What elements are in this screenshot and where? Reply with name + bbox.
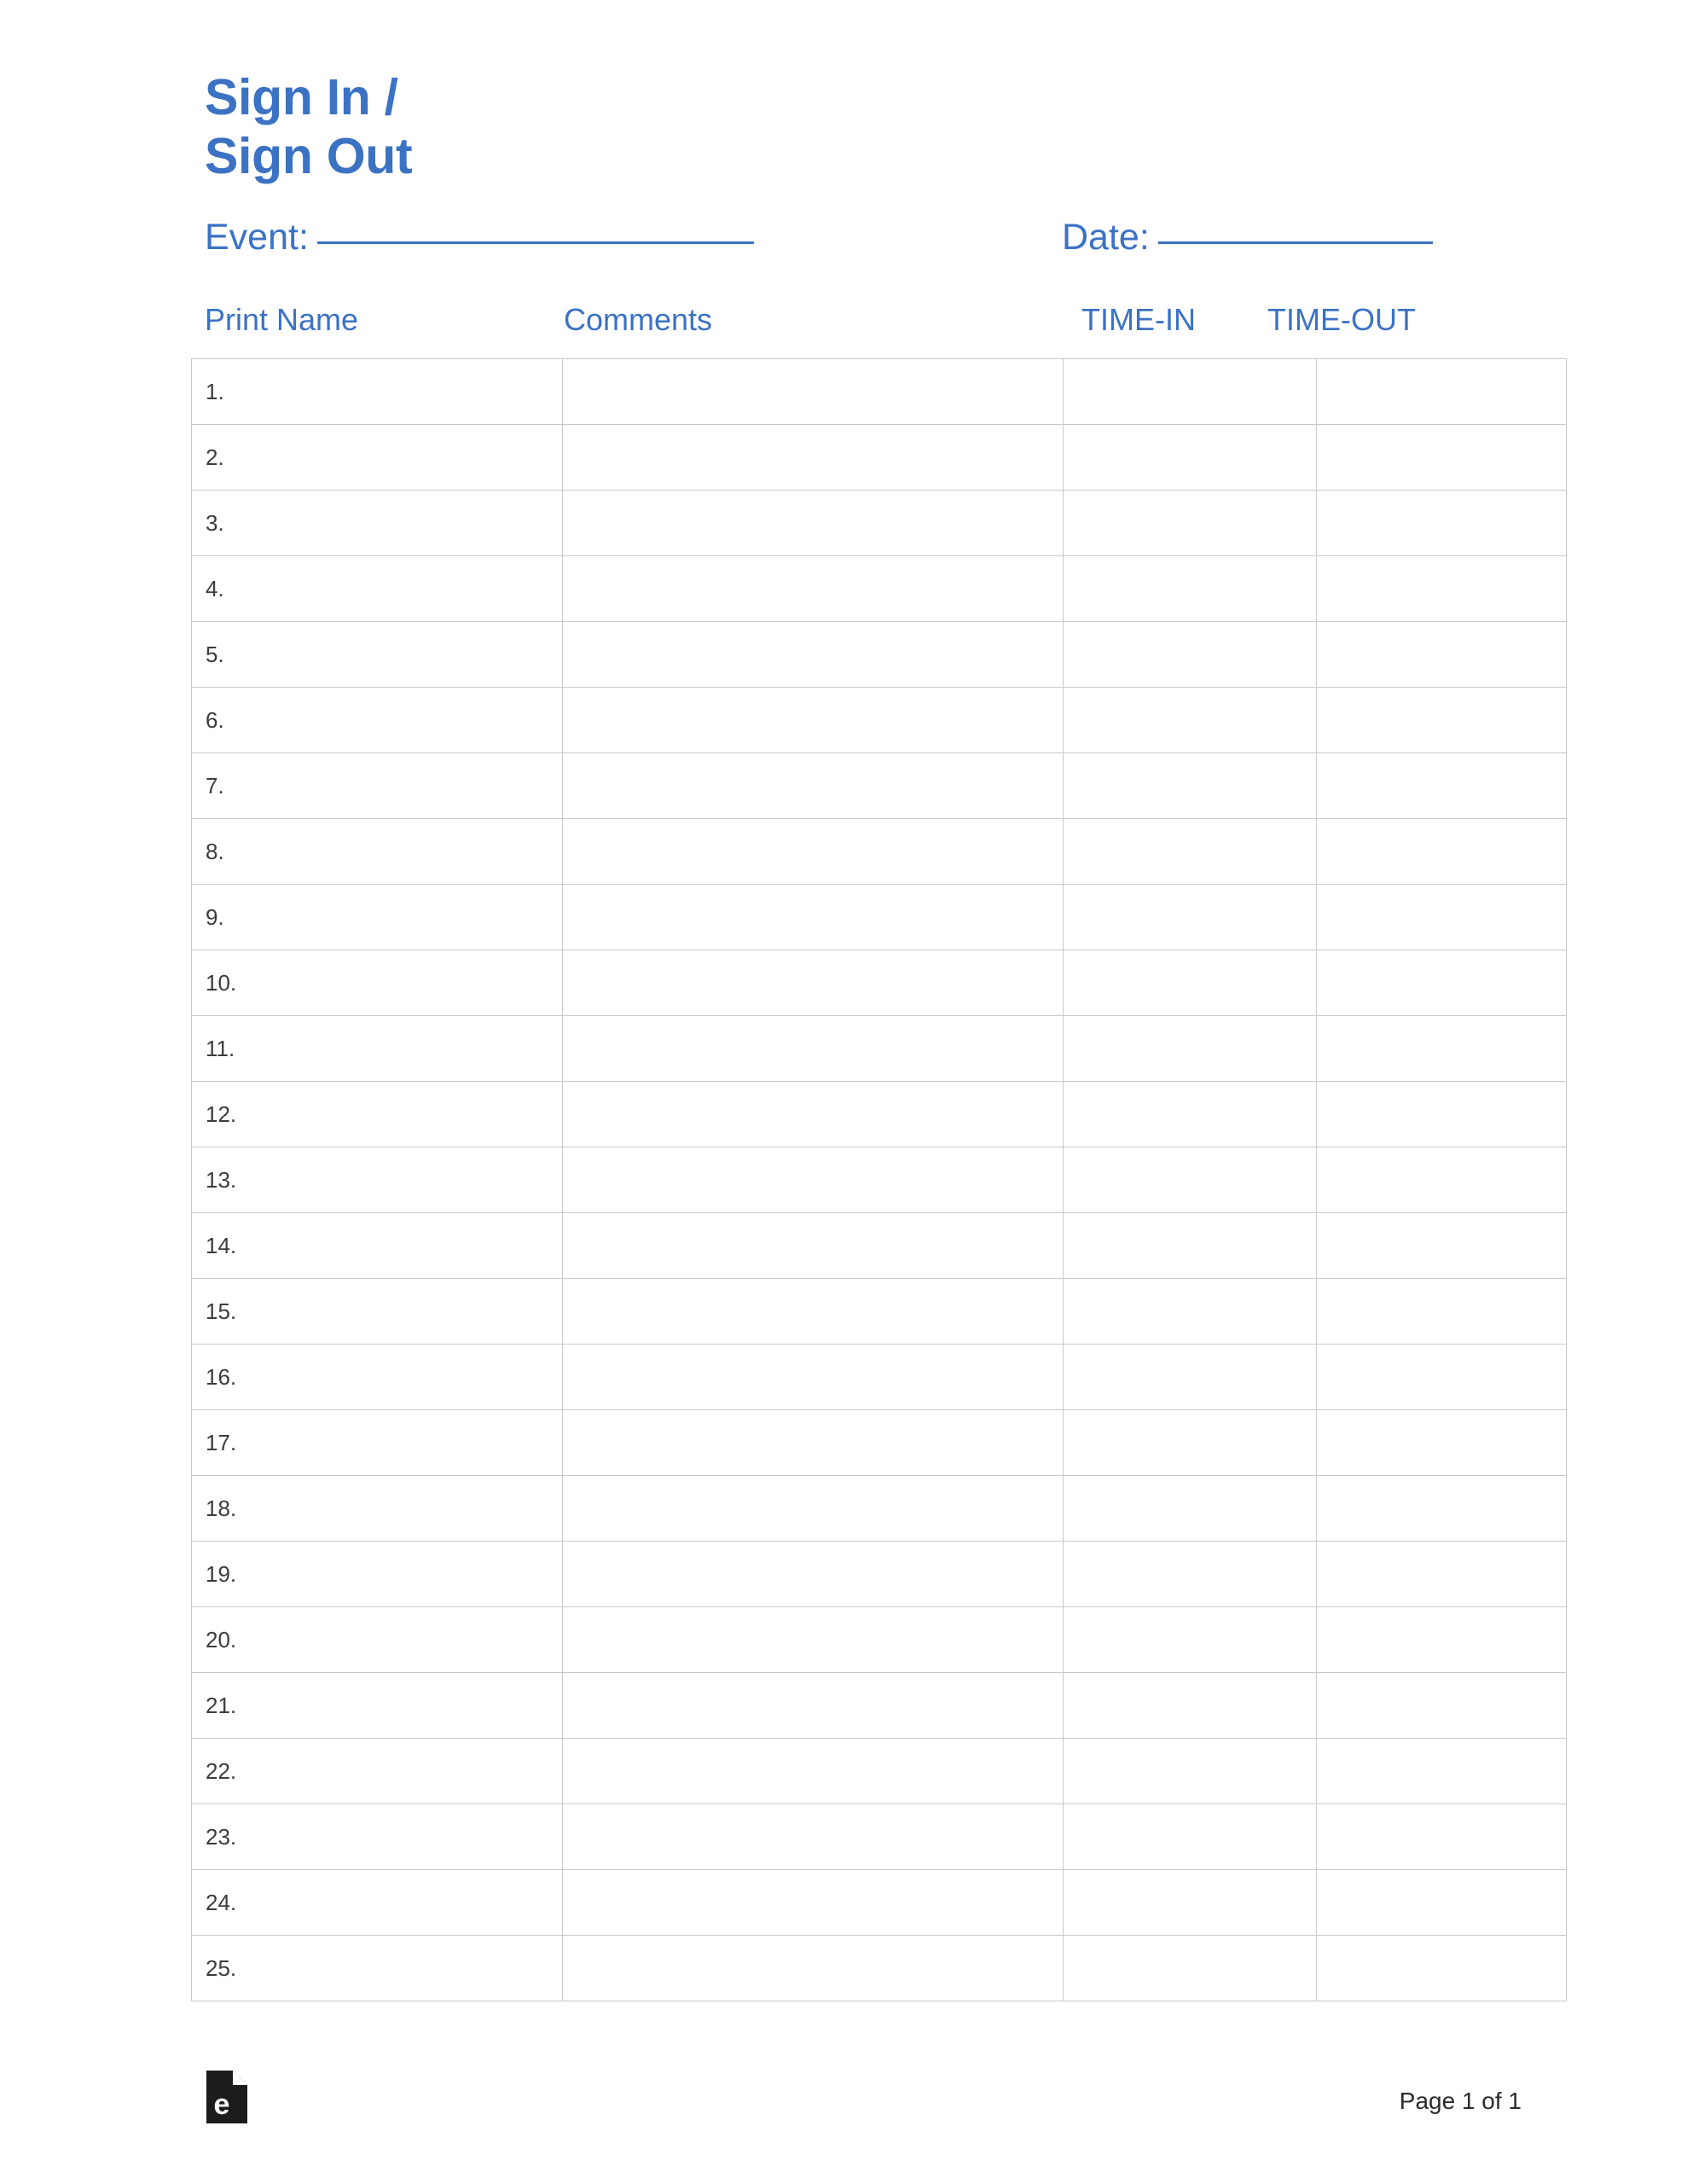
cell-comments[interactable] <box>563 1082 1064 1147</box>
page-title-line-1: Sign In / <box>205 69 398 125</box>
cell-comments[interactable] <box>563 1345 1064 1410</box>
cell-print-name[interactable]: 16. <box>192 1345 563 1410</box>
cell-comments[interactable] <box>563 1804 1064 1870</box>
event-field[interactable] <box>205 217 754 258</box>
table-column-headers <box>191 302 1522 355</box>
cell-time-in[interactable] <box>1064 1345 1317 1410</box>
date-field[interactable] <box>1062 217 1433 258</box>
event-label: Event: <box>205 217 309 258</box>
table-row <box>192 1476 1567 1542</box>
cell-time-out[interactable] <box>1317 1870 1567 1936</box>
cell-comments[interactable] <box>563 1213 1064 1279</box>
cell-print-name[interactable]: 22. <box>192 1739 563 1804</box>
cell-time-out[interactable] <box>1317 491 1567 556</box>
cell-comments[interactable] <box>563 753 1064 819</box>
cell-time-in[interactable] <box>1064 425 1317 491</box>
cell-time-in[interactable] <box>1064 1870 1317 1936</box>
cell-comments[interactable] <box>563 819 1064 885</box>
table-row <box>192 1147 1567 1213</box>
cell-print-name[interactable]: 17. <box>192 1410 563 1476</box>
cell-time-in[interactable] <box>1064 1936 1317 2001</box>
cell-print-name[interactable]: 1. <box>192 359 563 425</box>
table-row <box>192 1082 1567 1147</box>
cell-time-out[interactable] <box>1317 1410 1567 1476</box>
column-header-comments: Comments <box>564 302 713 338</box>
event-input-line[interactable] <box>317 241 754 244</box>
cell-time-out[interactable] <box>1317 1147 1567 1213</box>
cell-comments[interactable] <box>563 1147 1064 1213</box>
cell-time-in[interactable] <box>1064 1082 1317 1147</box>
cell-time-in[interactable] <box>1064 1213 1317 1279</box>
date-label: Date: <box>1062 217 1150 258</box>
cell-print-name[interactable]: 19. <box>192 1542 563 1607</box>
sign-in-sign-out-table <box>191 358 1567 2001</box>
cell-comments[interactable] <box>563 1279 1064 1345</box>
cell-time-out[interactable] <box>1317 556 1567 622</box>
cell-time-out[interactable] <box>1317 1739 1567 1804</box>
cell-comments[interactable] <box>563 1673 1064 1739</box>
cell-print-name[interactable]: 4. <box>192 556 563 622</box>
page-title <box>205 51 1522 186</box>
table-row <box>192 1804 1567 1870</box>
column-header-time-out: TIME-OUT <box>1267 302 1416 338</box>
table-row <box>192 688 1567 753</box>
cell-print-name[interactable]: 11. <box>192 1016 563 1082</box>
cell-time-out[interactable] <box>1317 753 1567 819</box>
cell-time-in[interactable] <box>1064 1016 1317 1082</box>
table-row <box>192 1410 1567 1476</box>
cell-comments[interactable] <box>563 688 1064 753</box>
cell-comments[interactable] <box>563 491 1064 556</box>
cell-time-in[interactable] <box>1064 1147 1317 1213</box>
cell-comments[interactable] <box>563 885 1064 950</box>
cell-time-in[interactable] <box>1064 1739 1317 1804</box>
table-row <box>192 819 1567 885</box>
cell-comments[interactable] <box>563 425 1064 491</box>
cell-print-name[interactable]: 6. <box>192 688 563 753</box>
table-row <box>192 1607 1567 1673</box>
cell-print-name[interactable]: 9. <box>192 885 563 950</box>
cell-time-out[interactable] <box>1317 1476 1567 1542</box>
table-row <box>192 885 1567 950</box>
cell-time-in[interactable] <box>1064 359 1317 425</box>
cell-time-in[interactable] <box>1064 688 1317 753</box>
cell-time-out[interactable] <box>1317 885 1567 950</box>
cell-comments[interactable] <box>563 1016 1064 1082</box>
cell-time-out[interactable] <box>1317 425 1567 491</box>
cell-time-in[interactable] <box>1064 1410 1317 1476</box>
cell-comments[interactable] <box>563 1410 1064 1476</box>
cell-print-name[interactable]: 13. <box>192 1147 563 1213</box>
cell-time-in[interactable] <box>1064 556 1317 622</box>
cell-print-name[interactable]: 23. <box>192 1804 563 1870</box>
table-row <box>192 622 1567 688</box>
cell-time-out[interactable] <box>1317 1936 1567 2001</box>
table-row <box>192 753 1567 819</box>
cell-time-in[interactable] <box>1064 1279 1317 1345</box>
cell-print-name[interactable]: 14. <box>192 1213 563 1279</box>
cell-time-out[interactable] <box>1317 1804 1567 1870</box>
cell-print-name[interactable]: 18. <box>192 1476 563 1542</box>
cell-time-out[interactable] <box>1317 1213 1567 1279</box>
cell-time-out[interactable] <box>1317 1542 1567 1607</box>
table-row <box>192 491 1567 556</box>
table-row <box>192 556 1567 622</box>
table-row <box>192 1213 1567 1279</box>
cell-print-name[interactable]: 3. <box>192 491 563 556</box>
table-row <box>192 1016 1567 1082</box>
cell-time-in[interactable] <box>1064 1607 1317 1673</box>
table-body <box>192 359 1567 2001</box>
cell-comments[interactable] <box>563 556 1064 622</box>
cell-print-name[interactable]: 7. <box>192 753 563 819</box>
cell-print-name[interactable]: 15. <box>192 1279 563 1345</box>
cell-time-in[interactable] <box>1064 622 1317 688</box>
table-row <box>192 1542 1567 1607</box>
table-row <box>192 950 1567 1016</box>
column-header-print-name: Print Name <box>205 302 359 338</box>
cell-print-name[interactable]: 21. <box>192 1673 563 1739</box>
cell-time-out[interactable] <box>1317 1279 1567 1345</box>
table-row <box>192 1870 1567 1936</box>
eforms-logo-icon <box>205 2069 249 2125</box>
form-meta-row <box>205 217 1522 276</box>
table-row <box>192 1345 1567 1410</box>
cell-comments[interactable] <box>563 1607 1064 1673</box>
cell-comments[interactable] <box>563 1542 1064 1607</box>
cell-time-out[interactable] <box>1317 950 1567 1016</box>
cell-time-in[interactable] <box>1064 885 1317 950</box>
cell-time-out[interactable] <box>1317 819 1567 885</box>
cell-comments[interactable] <box>563 1739 1064 1804</box>
cell-time-in[interactable] <box>1064 1804 1317 1870</box>
page-number: Page 1 of 1 <box>1399 2088 1522 2114</box>
cell-print-name[interactable]: 10. <box>192 950 563 1016</box>
table-row <box>192 1739 1567 1804</box>
cell-comments[interactable] <box>563 622 1064 688</box>
page-footer <box>191 2069 1522 2146</box>
table-row <box>192 1673 1567 1739</box>
document-content <box>191 51 1522 2001</box>
cell-time-out[interactable] <box>1317 359 1567 425</box>
cell-time-out[interactable] <box>1317 1016 1567 1082</box>
cell-time-in[interactable] <box>1064 950 1317 1016</box>
table-row <box>192 425 1567 491</box>
cell-time-in[interactable] <box>1064 1476 1317 1542</box>
cell-time-out[interactable] <box>1317 622 1567 688</box>
cell-print-name[interactable]: 2. <box>192 425 563 491</box>
cell-comments[interactable] <box>563 1870 1064 1936</box>
cell-comments[interactable] <box>563 1476 1064 1542</box>
cell-time-out[interactable] <box>1317 1082 1567 1147</box>
column-header-time-in: TIME-IN <box>1081 302 1196 338</box>
cell-print-name[interactable]: 5. <box>192 622 563 688</box>
cell-comments[interactable] <box>563 359 1064 425</box>
cell-print-name[interactable]: 25. <box>192 1936 563 2001</box>
cell-time-in[interactable] <box>1064 819 1317 885</box>
cell-time-in[interactable] <box>1064 1673 1317 1739</box>
table-row <box>192 359 1567 425</box>
date-input-line[interactable] <box>1158 241 1433 244</box>
table-row <box>192 1936 1567 2001</box>
cell-comments[interactable] <box>563 950 1064 1016</box>
cell-time-in[interactable] <box>1064 491 1317 556</box>
cell-print-name[interactable]: 8. <box>192 819 563 885</box>
cell-time-out[interactable] <box>1317 1673 1567 1739</box>
cell-print-name[interactable]: 20. <box>192 1607 563 1673</box>
cell-comments[interactable] <box>563 1936 1064 2001</box>
cell-print-name[interactable]: 24. <box>192 1870 563 1936</box>
cell-time-out[interactable] <box>1317 688 1567 753</box>
table-row <box>192 1279 1567 1345</box>
cell-time-in[interactable] <box>1064 1542 1317 1607</box>
cell-time-out[interactable] <box>1317 1607 1567 1673</box>
svg-text:e: e <box>213 2088 230 2121</box>
cell-time-in[interactable] <box>1064 753 1317 819</box>
page-title-line-2: Sign Out <box>205 128 413 185</box>
cell-time-out[interactable] <box>1317 1345 1567 1410</box>
cell-print-name[interactable]: 12. <box>192 1082 563 1147</box>
